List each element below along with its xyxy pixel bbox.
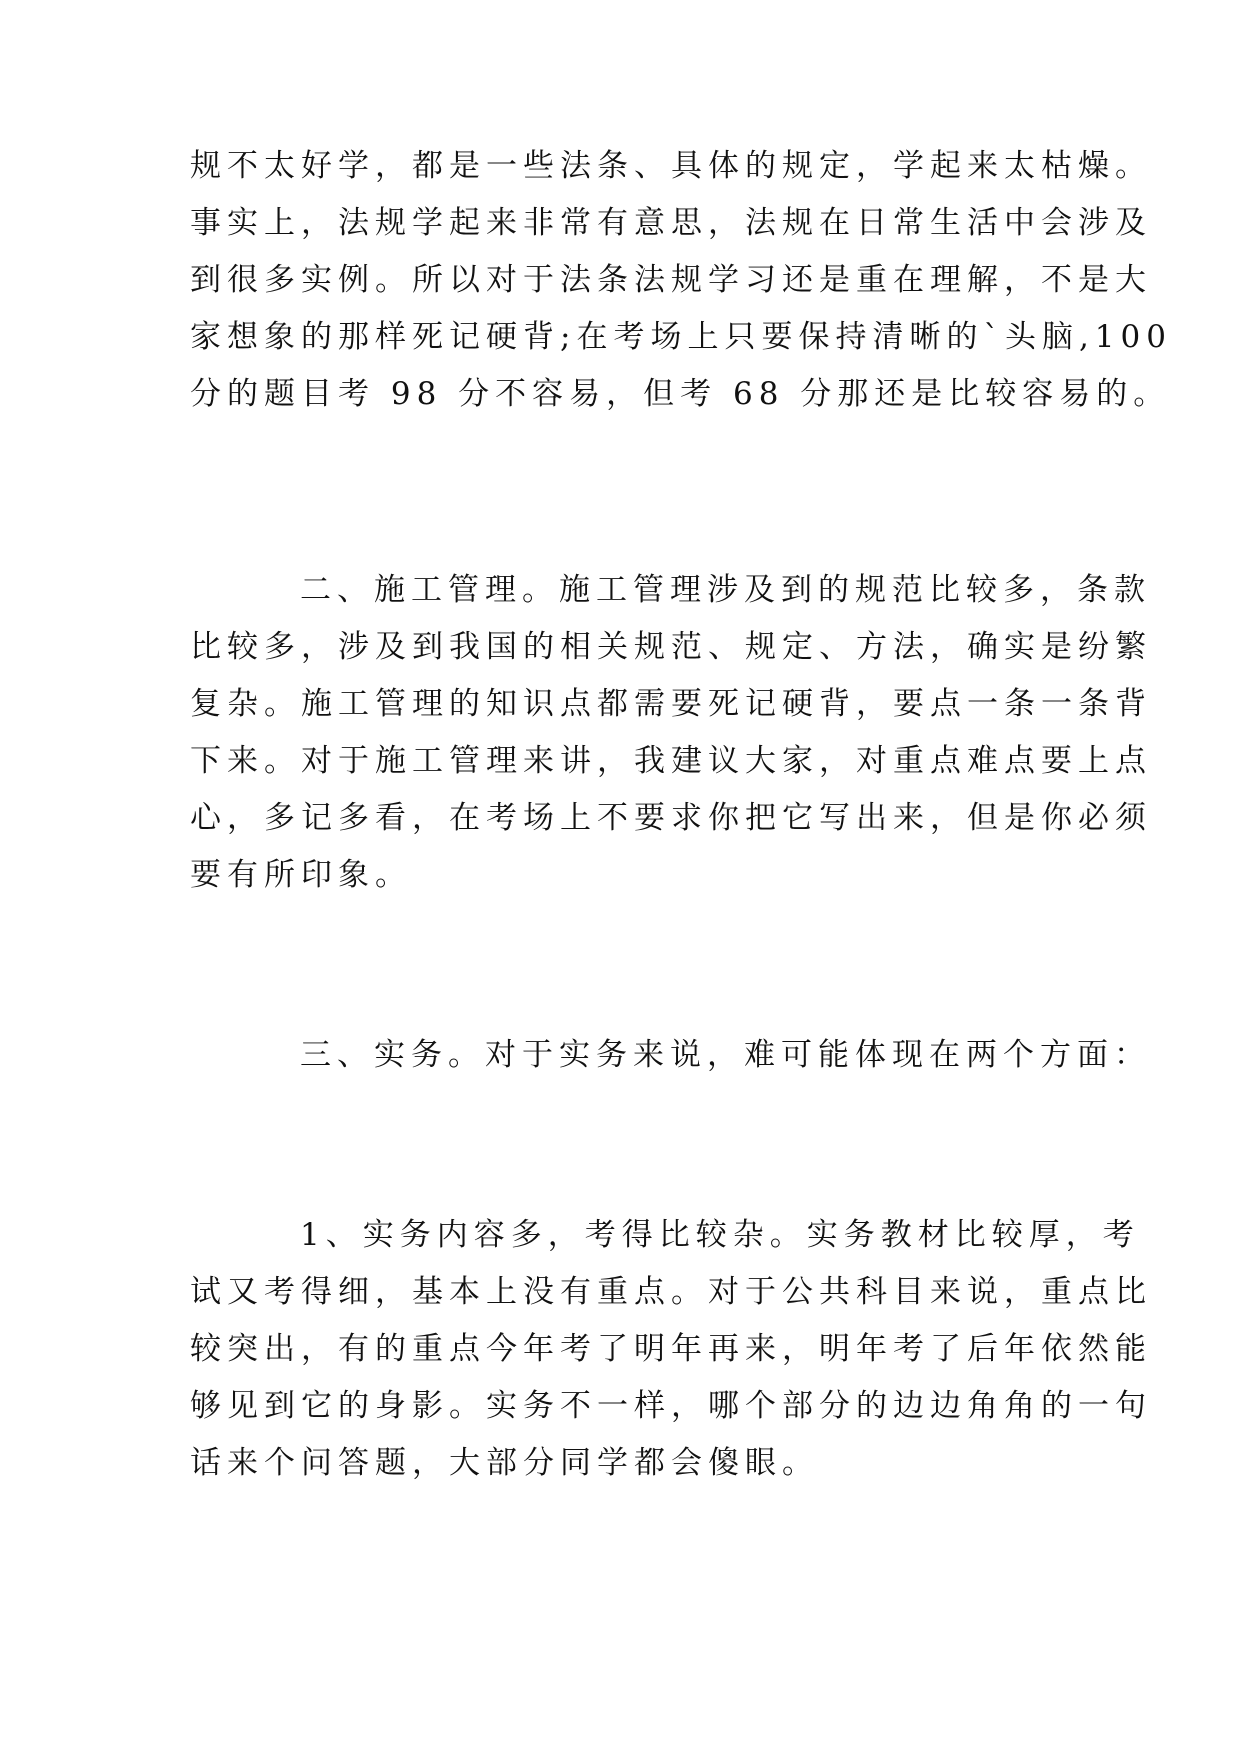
text-line: 下来。对于施工管理来讲，我建议大家，对重点难点要上点 xyxy=(190,743,1152,779)
text-line: 分的题目考 98 分不容易，但考 68 分那还是比较容易的。 xyxy=(190,376,1171,412)
text-line: 够见到它的身影。实务不一样，哪个部分的边边角角的一句 xyxy=(190,1388,1152,1424)
text-line: 比较多，涉及到我国的相关规范、规定、方法，确实是纷繁 xyxy=(190,629,1152,665)
text-line: 到很多实例。所以对于法条法规学习还是重在理解，不是大 xyxy=(190,262,1152,298)
text-line: 心，多记多看，在考场上不要求你把它写出来，但是你必须 xyxy=(190,800,1152,836)
text-line: 要有所印象。 xyxy=(190,857,412,893)
text-line: 1、实务内容多，考得比较杂。实务教材比较厚，考 xyxy=(300,1217,1140,1253)
text-line: 三、实务。对于实务来说，难可能体现在两个方面： xyxy=(300,1037,1151,1073)
text-line: 二、施工管理。施工管理涉及到的规范比较多，条款 xyxy=(300,572,1151,608)
text-line: 话来个问答题，大部分同学都会傻眼。 xyxy=(190,1445,819,1481)
text-line: 试又考得细，基本上没有重点。对于公共科目来说，重点比 xyxy=(190,1274,1152,1310)
text-line: 规不太好学，都是一些法条、具体的规定，学起来太枯燥。 xyxy=(190,148,1152,184)
text-line: 较突出，有的重点今年考了明年再来，明年考了后年依然能 xyxy=(190,1331,1152,1367)
text-line: 家想象的那样死记硬背;在考场上只要保持清晰的`头脑,100 xyxy=(190,319,1172,355)
text-line: 事实上，法规学起来非常有意思，法规在日常生活中会涉及 xyxy=(190,205,1152,241)
text-line: 复杂。施工管理的知识点都需要死记硬背，要点一条一条背 xyxy=(190,686,1152,722)
